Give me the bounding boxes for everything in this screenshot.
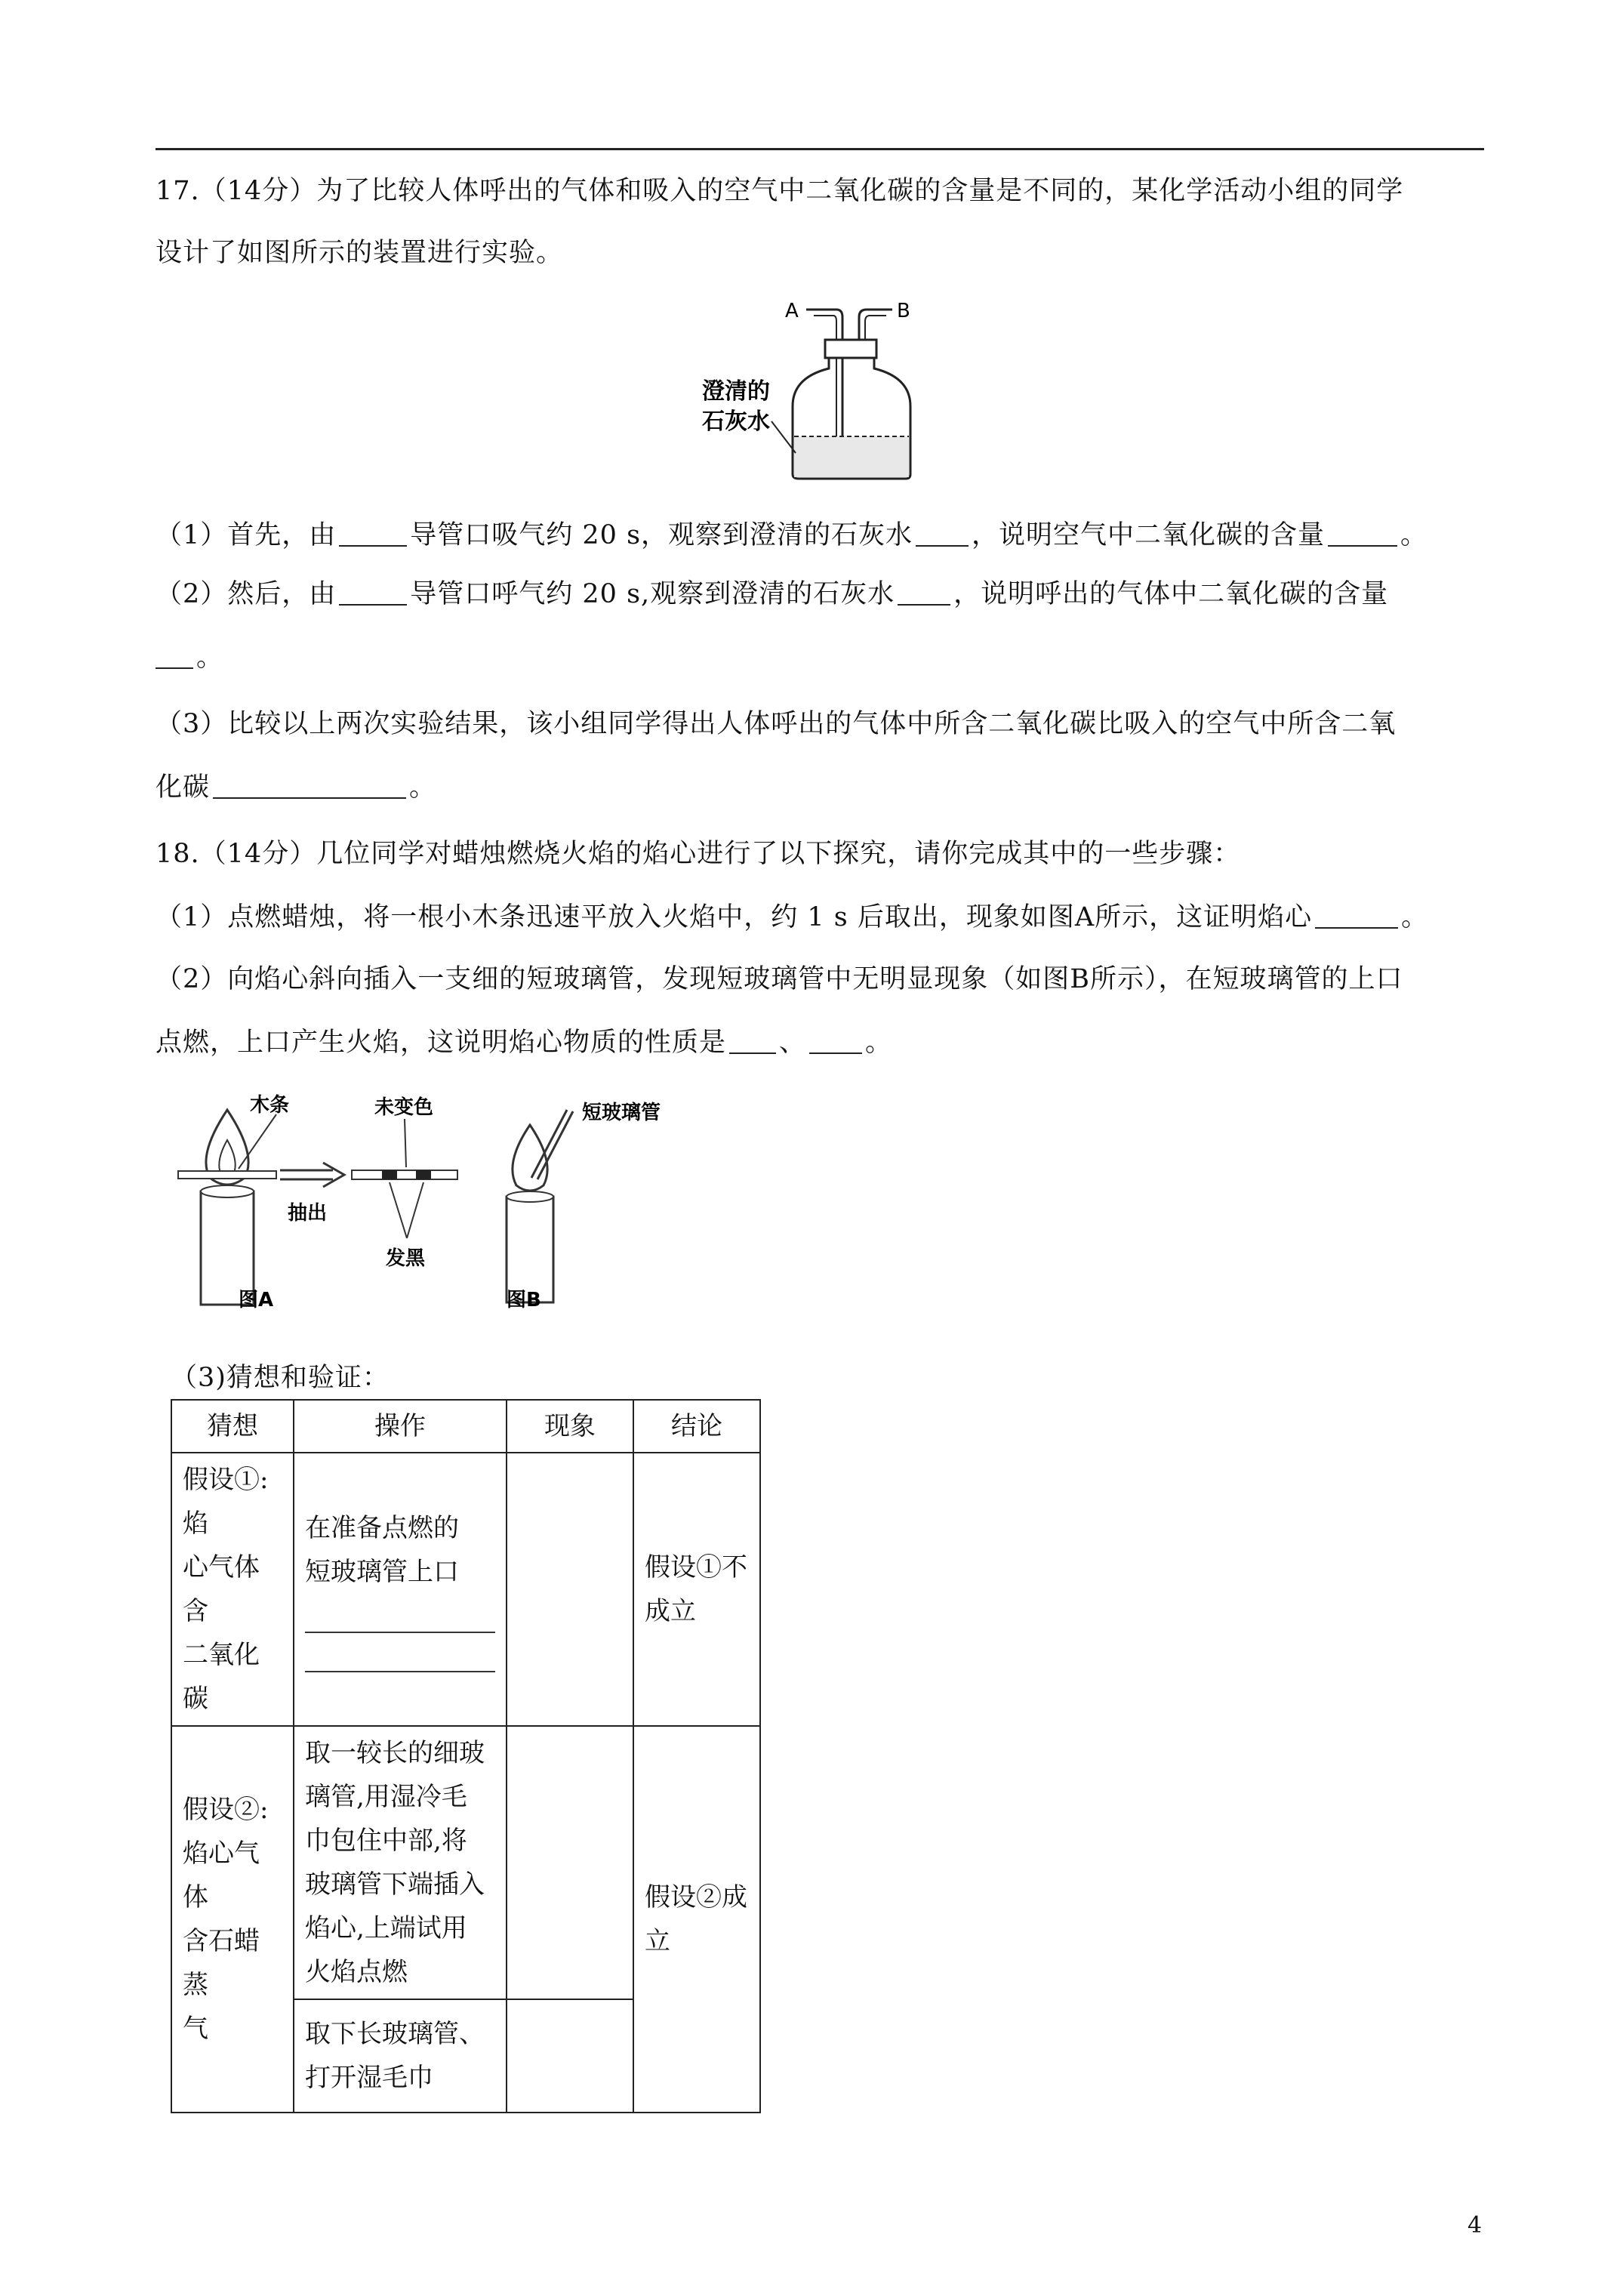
figure1-label-line2: 石灰水 xyxy=(702,408,770,435)
q18-part3: （3)猜想和验证： xyxy=(171,1363,390,1393)
cell-conclusion-1: 假设①不 成立 xyxy=(633,1453,760,1726)
arrow xyxy=(280,1163,344,1187)
q17-part2-cont xyxy=(156,639,1492,676)
table-header-row xyxy=(171,1400,760,1453)
cell-op-2b: 取下长玻璃管、 打开湿毛巾 xyxy=(294,1999,507,2113)
blank xyxy=(1315,901,1398,929)
figure-candle-experiment xyxy=(156,1080,684,1321)
label-chouchu: 抽出 xyxy=(288,1202,328,1225)
figure1-label-a: A xyxy=(785,300,799,322)
q17-p1-a: （1）首先，由 xyxy=(156,520,337,550)
blank xyxy=(729,1027,776,1054)
label-fahei: 发黑 xyxy=(386,1247,426,1270)
q17-p3-c: 。 xyxy=(409,772,437,803)
blank xyxy=(156,642,193,669)
blank xyxy=(898,578,950,606)
q17-p1-b: 导管口吸气约 20 s，观察到澄清的石灰水 xyxy=(410,520,913,550)
blank xyxy=(1328,519,1397,547)
q17-p2-b: 导管口呼气约 20 s,观察到澄清的石灰水 xyxy=(410,579,895,609)
hypothesis-table xyxy=(171,1399,761,2113)
q17-p2-a: （2）然后，由 xyxy=(156,579,337,609)
blank xyxy=(916,519,969,547)
q17-line1: 17.（14分）为了比较人体呼出的气体和吸入的空气中二氧化碳的含量是不同的，某化学活动小组的同学 xyxy=(156,176,1404,206)
figure-gas-bottle xyxy=(702,293,966,485)
q18-line1: 18.（14分）几位同学对蜡烛燃烧火焰的焰心进行了以下探究，请你完成其中的一些步骤： xyxy=(156,839,1241,869)
page-number: 4 xyxy=(1467,2212,1483,2239)
q18-part2-cont xyxy=(156,1024,1492,1062)
figure1-label-b: B xyxy=(897,300,910,322)
table-header: 现象 xyxy=(507,1400,633,1453)
table-header: 操作 xyxy=(294,1400,507,1453)
q18-p2-b: 点燃，上口产生火焰，这说明焰心物质的性质是 xyxy=(156,1028,727,1058)
q17-p1-d: 。 xyxy=(1400,520,1428,550)
cell-conclusion-2: 假设②成 立 xyxy=(633,1726,760,2113)
wood-stick-removed xyxy=(352,1170,457,1179)
table-header: 结论 xyxy=(633,1400,760,1453)
table-row xyxy=(171,1453,760,1726)
cell-guess-2: 假设②: 焰心气体 含石蜡蒸 气 xyxy=(171,1726,294,2113)
blank xyxy=(305,1633,495,1672)
q17-p2-d: 。 xyxy=(196,643,224,673)
cell-op-1: 在准备点燃的 短玻璃管上口 xyxy=(294,1453,507,1726)
q18-p1-b: 。 xyxy=(1401,902,1429,932)
blank xyxy=(339,519,407,547)
q17-p2-c: ，说明呼出的气体中二氧化碳的含量 xyxy=(953,579,1389,609)
candle-a xyxy=(201,1191,254,1305)
label-weibian: 未变色 xyxy=(374,1096,434,1119)
label-duanbo: 短玻璃管 xyxy=(582,1102,661,1124)
q17-part1 xyxy=(156,516,1492,554)
q17-part2 xyxy=(156,575,1492,613)
blank xyxy=(213,772,406,799)
q18-part1 xyxy=(156,898,1492,936)
cell-phenomenon-1 xyxy=(507,1453,633,1726)
q17-part3: （3）比较以上两次实验结果，该小组同学得出人体呼出的气体中所含二氧化碳比吸入的空气中所含二氧 xyxy=(156,709,1397,739)
stopper xyxy=(825,340,876,358)
candle-b xyxy=(507,1197,553,1302)
wood-stick-a xyxy=(178,1171,276,1179)
table-header: 猜想 xyxy=(171,1400,294,1453)
label-tu-b: 图B xyxy=(507,1289,541,1311)
q18-part2: （2）向焰心斜向插入一支细的短玻璃管，发现短玻璃管中无明显现象（如图B所示），在短玻璃管的上口 xyxy=(156,964,1403,994)
q17-line2: 设计了如图所示的装置进行实验。 xyxy=(156,238,564,268)
cell-op-2a: 取一较长的细玻 璃管,用湿冷毛 巾包住中部,将 玻璃管下端插入 焰心,上端试用 火焰点燃 xyxy=(294,1726,507,1999)
blank xyxy=(339,578,407,606)
q17-p3-b: 化碳 xyxy=(156,772,211,803)
limewater xyxy=(794,436,909,477)
blank xyxy=(809,1027,862,1054)
label-tu-a: 图A xyxy=(239,1289,274,1311)
q17-part3-cont xyxy=(156,769,1492,806)
table-row xyxy=(171,1726,760,1999)
q18-p2-c: 、 xyxy=(779,1028,807,1058)
q18-p1-a: （1）点燃蜡烛，将一根小木条迅速平放入火焰中，约 1 s 后取出，现象如图A所示，这证明焰心 xyxy=(156,902,1313,932)
header-rule xyxy=(156,148,1484,150)
label-muti: 木条 xyxy=(250,1094,290,1117)
q17-p1-c: ，说明空气中二氧化碳的含量 xyxy=(972,520,1326,550)
blank xyxy=(305,1594,495,1633)
cell-phenomenon-2b xyxy=(507,1999,633,2113)
figure1-label-line1: 澄清的 xyxy=(702,378,770,405)
q18-p2-d: 。 xyxy=(865,1028,893,1058)
cell-phenomenon-2a xyxy=(507,1726,633,1999)
cell-guess-1: 假设①:焰 心气体含 二氧化碳 xyxy=(171,1453,294,1726)
